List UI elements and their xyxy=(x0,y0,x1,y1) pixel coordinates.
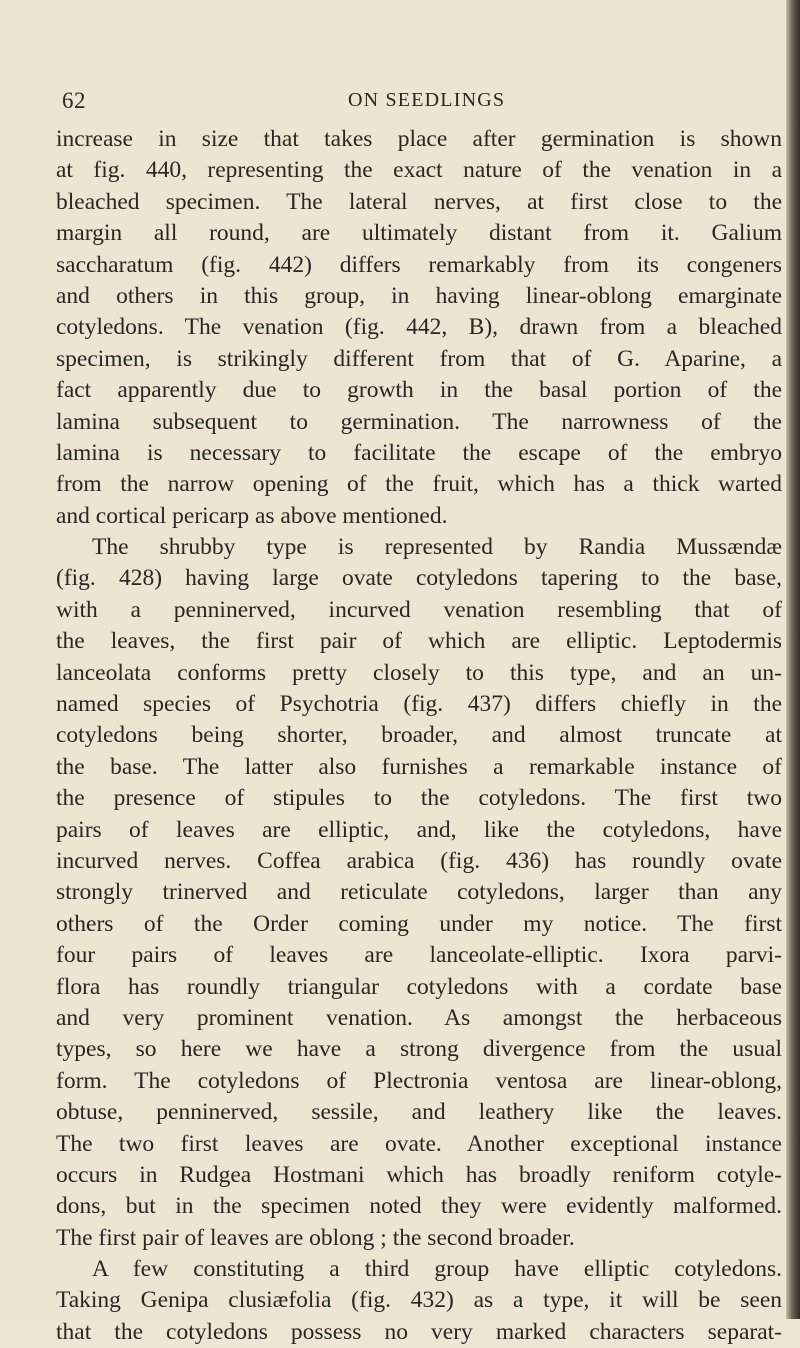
text-line: and cortical pericarp as above mentioned. xyxy=(56,502,448,529)
text-line: with a penninerved, incurved venation resembling that of xyxy=(56,596,782,623)
text-line: The two first leaves are ovate. Another exceptional instance xyxy=(56,1130,782,1157)
text-line: increase in size that takes place after germination is shown xyxy=(56,126,782,152)
text-line: lamina subsequent to germination. The narrowness of the xyxy=(56,408,782,435)
text-line: bleached specimen. The lateral nerves, at first close to the xyxy=(56,188,782,215)
text-line: the base. The latter also furnishes a remarkable instance of xyxy=(56,753,782,780)
page-header xyxy=(0,88,800,118)
text-line: and others in this group, in having linear-oblong emarginate xyxy=(56,282,782,309)
text-line: lamina is necessary to facilitate the escape of the embryo xyxy=(56,439,782,466)
text-line: fact apparently due to growth in the basal portion of the xyxy=(56,377,782,404)
text-line: specimen, is strikingly different from that of G. Aparine, a xyxy=(56,345,782,372)
text-line: the leaves, the first pair of which are elliptic. Leptodermis xyxy=(56,628,782,655)
text-line: the presence of stipules to the cotyledons. The first two xyxy=(56,785,782,812)
text-line: pairs of leaves are elliptic, and, like the cotyledons, have xyxy=(56,816,782,843)
text-line: named species of Psychotria (fig. 437) differs chiefly in the xyxy=(56,691,782,718)
text-line: at fig. 440, representing the exact nature of the venation in a xyxy=(56,157,782,184)
page-number: 62 xyxy=(62,88,86,113)
text-line: obtuse, penninerved, sessile, and leathery like the leaves. xyxy=(56,1099,782,1126)
text-line: (fig. 428) having large ovate cotyledons tapering to the base, xyxy=(56,565,782,592)
text-line: margin all round, are ultimately distant from it. Galium xyxy=(56,220,782,247)
text-line: types, so here we have a strong divergence from the usual xyxy=(56,1036,782,1063)
text-line: saccharatum (fig. 442) differs remarkably from its congeners xyxy=(56,251,782,278)
text-line: dons, but in the specimen noted they were evidently malformed. xyxy=(56,1193,782,1220)
text-line: four pairs of leaves are lanceolate-elliptic. Ixora parvi- xyxy=(56,942,782,969)
text-line: form. The cotyledons of Plectronia ventosa are linear-oblong, xyxy=(56,1067,782,1094)
text-line: lanceolata conforms pretty closely to this type, and an un- xyxy=(56,659,782,686)
text-line: occurs in Rudgea Hostmani which has broadly reniform cotyle- xyxy=(56,1161,782,1188)
paragraph-start-line: A few constituting a third group have elliptic cotyledons. xyxy=(92,1256,782,1283)
text-line: that the cotyledons possess no very marked characters separat- xyxy=(56,1318,782,1345)
text-line: and very prominent venation. As amongst the herbaceous xyxy=(56,1004,782,1031)
text-line: Taking Genipa clusiæfolia (fig. 432) as a type, it will be seen xyxy=(56,1287,782,1314)
text-line: cotyledons. The venation (fig. 442, B), drawn from a bleached xyxy=(56,314,782,341)
text-line: others of the Order coming under my notice. The first xyxy=(56,910,782,937)
running-head: ON SEEDLINGS xyxy=(348,89,506,111)
text-line: flora has roundly triangular cotyledons with a cordate base xyxy=(56,973,782,1000)
text-line: The first pair of leaves are oblong ; the second broader. xyxy=(56,1224,575,1251)
text-line: cotyledons being shorter, broader, and almost truncate at xyxy=(56,722,782,749)
text-line: strongly trinerved and reticulate cotyledons, larger than any xyxy=(56,879,782,906)
text-line: from the narrow opening of the fruit, which has a thick warted xyxy=(56,471,782,498)
paragraph-start-line: The shrubby type is represented by Randia Mussændæ xyxy=(92,534,782,561)
text-line: incurved nerves. Coffea arabica (fig. 436) has roundly ovate xyxy=(56,847,782,874)
book-edge-shadow xyxy=(786,0,800,1319)
body-text xyxy=(56,124,782,1348)
